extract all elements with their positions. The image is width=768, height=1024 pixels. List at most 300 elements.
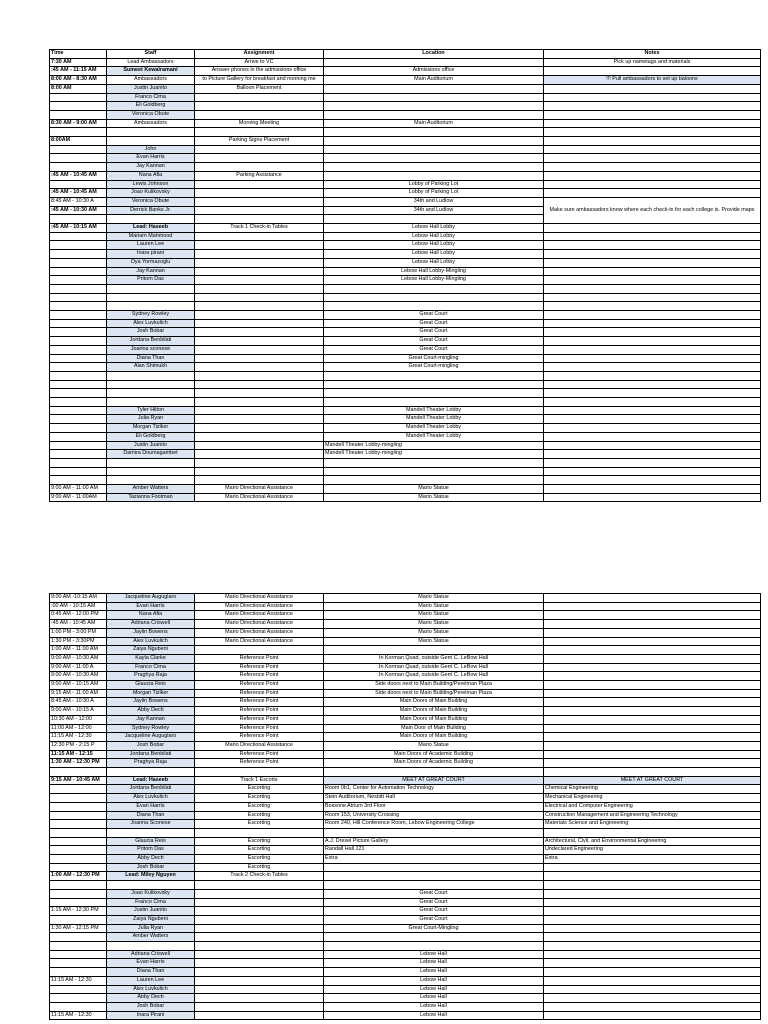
location-cell: Main Door of Main Building: [324, 724, 544, 733]
table-row: [50, 258, 761, 267]
notes-cell: [544, 458, 761, 467]
location-cell: [324, 389, 544, 398]
staff-cell: [107, 768, 195, 777]
assignment-cell: Escorting: [195, 855, 324, 864]
staff-cell: Alex Luvkulich: [107, 985, 195, 994]
assignment-cell: Mario Directional Assistance: [195, 628, 324, 637]
location-cell: Main Doors of Main Building: [324, 698, 544, 707]
assignment-cell: [195, 345, 324, 354]
notes-cell: [544, 406, 761, 415]
staff-cell: Tyler Hilton: [107, 406, 195, 415]
location-cell: Main Doors of Main Building: [324, 733, 544, 742]
time-cell: [50, 889, 107, 898]
notes-cell: [544, 363, 761, 372]
table-row: [50, 484, 761, 493]
location-cell: [324, 768, 544, 777]
table-row: [50, 602, 761, 611]
location-cell: [324, 163, 544, 172]
table-row: [50, 406, 761, 415]
location-cell: Mario Statue: [324, 594, 544, 603]
notes-cell: [544, 476, 761, 485]
location-cell: Great Court: [324, 319, 544, 328]
time-cell: [50, 406, 107, 415]
time-cell: [50, 389, 107, 398]
table-row: [50, 1002, 761, 1011]
table-row: [50, 985, 761, 994]
staff-cell: [107, 371, 195, 380]
assignment-cell: [195, 432, 324, 441]
location-cell: Lebow Hall: [324, 994, 544, 1003]
table-row: [50, 820, 761, 829]
staff-cell: Sydney Rowley: [107, 724, 195, 733]
location-cell: Mario Statue: [324, 493, 544, 502]
table-row: [50, 863, 761, 872]
staff-cell: Franco Cima: [107, 663, 195, 672]
time-cell: [50, 933, 107, 942]
table-row: [50, 750, 761, 759]
time-cell: :45 AM - 11:15 AM: [50, 67, 107, 76]
location-cell: Main Doors of Academic Building: [324, 759, 544, 768]
assignment-cell: [195, 154, 324, 163]
notes-cell: [544, 768, 761, 777]
staff-cell: Eli Goldberg: [107, 102, 195, 111]
time-cell: 7:30 AM: [50, 58, 107, 67]
table-row: [50, 611, 761, 620]
notes-cell: [544, 441, 761, 450]
assignment-cell: Reference Point: [195, 672, 324, 681]
assignment-cell: [195, 337, 324, 346]
time-cell: [50, 250, 107, 259]
time-cell: 9:00 AM - 11:00 AM: [50, 484, 107, 493]
table-row: [50, 994, 761, 1003]
location-cell: Location: [324, 50, 544, 59]
notes-cell: [544, 145, 761, 154]
notes-cell: [544, 715, 761, 724]
table-row: [50, 663, 761, 672]
table-row: [50, 284, 761, 293]
assignment-cell: Reference Point: [195, 654, 324, 663]
table-row: [50, 241, 761, 250]
staff-cell: Ambassadors: [107, 76, 195, 85]
table-row: [50, 950, 761, 959]
location-cell: Main Auditorium: [324, 76, 544, 85]
notes-cell: [544, 284, 761, 293]
time-cell: [50, 215, 107, 224]
table-row: [50, 759, 761, 768]
staff-cell: Lauren Lee: [107, 241, 195, 250]
notes-cell: [544, 646, 761, 655]
notes-cell: [544, 898, 761, 907]
time-cell: :45 AM - 10:45 AM: [50, 620, 107, 629]
location-cell: Great Court: [324, 345, 544, 354]
table-row: [50, 311, 761, 320]
table-row: [50, 102, 761, 111]
notes-cell: [544, 620, 761, 629]
time-cell: 8:45 AM - 10:30 A: [50, 197, 107, 206]
staff-cell: Glaucia Reis: [107, 681, 195, 690]
notes-cell: [544, 319, 761, 328]
assignment-cell: Mario Directional Assistance: [195, 620, 324, 629]
time-cell: [50, 1002, 107, 1011]
staff-cell: Nana Afia: [107, 171, 195, 180]
location-cell: Lebow Hall Lobby-Mingling: [324, 276, 544, 285]
notes-cell: [544, 180, 761, 189]
location-cell: [324, 371, 544, 380]
notes-cell: [544, 389, 761, 398]
assignment-cell: [195, 441, 324, 450]
table-row: [50, 76, 761, 85]
table-row: [50, 1011, 761, 1020]
notes-cell: [544, 84, 761, 93]
location-cell: Main Doors of Academic Building: [324, 750, 544, 759]
staff-cell: [107, 302, 195, 311]
time-cell: :00 AM - 10:15 AM: [50, 602, 107, 611]
staff-cell: Lead: Miley Nguyen: [107, 872, 195, 881]
time-cell: 8:00 AM - 8:30 AM: [50, 76, 107, 85]
assignment-cell: [195, 110, 324, 119]
time-cell: [50, 785, 107, 794]
staff-cell: Adriana Criswell: [107, 950, 195, 959]
staff-cell: Lauren Lee: [107, 976, 195, 985]
staff-cell: Lewis Johnson: [107, 180, 195, 189]
table-row: [50, 441, 761, 450]
location-cell: [324, 137, 544, 146]
staff-cell: Adriana Criswell: [107, 620, 195, 629]
location-cell: Room 240, Hill Conference Room, Lebow Engineering College: [324, 820, 544, 829]
notes-cell: [544, 881, 761, 890]
time-cell: [50, 293, 107, 302]
table-row: [50, 837, 761, 846]
location-cell: Mario Statue: [324, 602, 544, 611]
assignment-cell: to Picture Gallery for breakfast and morning me: [195, 76, 324, 85]
location-cell: [324, 398, 544, 407]
staff-cell: Josh Bobar: [107, 741, 195, 750]
location-cell: Side doors next to Main Building/Perelman Plaza: [324, 681, 544, 690]
table-row: [50, 715, 761, 724]
time-cell: [50, 232, 107, 241]
table-row: [50, 67, 761, 76]
notes-cell: [544, 724, 761, 733]
assignment-cell: [195, 197, 324, 206]
staff-cell: Kayla Clarke: [107, 654, 195, 663]
staff-cell: Julia Ryan: [107, 924, 195, 933]
time-cell: [50, 180, 107, 189]
table-row: [50, 128, 761, 137]
staff-cell: [107, 128, 195, 137]
staff-cell: [107, 293, 195, 302]
assignment-cell: [195, 189, 324, 198]
table-row: [50, 855, 761, 864]
notes-cell: [544, 224, 761, 233]
table-row: [50, 415, 761, 424]
location-cell: Main Doors of Main Building: [324, 715, 544, 724]
location-cell: Room 153, University Crossing: [324, 811, 544, 820]
assignment-cell: [195, 180, 324, 189]
table-row: [50, 741, 761, 750]
staff-cell: Jaylin Bowens: [107, 628, 195, 637]
table-row: [50, 145, 761, 154]
notes-cell: [544, 137, 761, 146]
location-cell: Mario Statue: [324, 484, 544, 493]
staff-cell: [107, 476, 195, 485]
assignment-cell: Morning Meeting: [195, 119, 324, 128]
notes-cell: [544, 994, 761, 1003]
notes-cell: [544, 950, 761, 959]
assignment-cell: Mario Directional Assistance: [195, 741, 324, 750]
table-row: [50, 110, 761, 119]
staff-cell: [107, 942, 195, 951]
staff-cell: Amber Watters: [107, 484, 195, 493]
staff-cell: Glaucia Reis: [107, 837, 195, 846]
assignment-cell: Reference Point: [195, 698, 324, 707]
table-row: [50, 154, 761, 163]
table-row: [50, 119, 761, 128]
assignment-cell: Parking Signs Placement: [195, 137, 324, 146]
notes-cell: [544, 424, 761, 433]
location-cell: Great Court-mingling: [324, 354, 544, 363]
time-cell: 8:30 AM - 9:00 AM: [50, 119, 107, 128]
location-cell: Lebow Hall: [324, 1011, 544, 1020]
staff-cell: Diana Than: [107, 811, 195, 820]
assignment-cell: Arrive to VC: [195, 58, 324, 67]
staff-cell: John: [107, 145, 195, 154]
staff-cell: Alex Luvkulich: [107, 794, 195, 803]
time-cell: 8:00AM: [50, 137, 107, 146]
assignment-cell: [195, 328, 324, 337]
notes-cell: Materials Science and Engineering: [544, 820, 761, 829]
staff-cell: Jay Kannan: [107, 267, 195, 276]
location-cell: [324, 380, 544, 389]
staff-cell: [107, 380, 195, 389]
time-cell: 9:00 AM - 11:00 A: [50, 663, 107, 672]
assignment-cell: [195, 284, 324, 293]
table-row: [50, 846, 761, 855]
location-cell: [324, 933, 544, 942]
assignment-cell: Escorting: [195, 802, 324, 811]
location-cell: Great Court: [324, 311, 544, 320]
assignment-cell: Reference Point: [195, 724, 324, 733]
assignment-cell: [195, 293, 324, 302]
staff-cell: Praghya Raja: [107, 759, 195, 768]
assignment-cell: Mario Directional Assistance: [195, 484, 324, 493]
assignment-cell: [195, 950, 324, 959]
notes-cell: [544, 415, 761, 424]
notes-cell: [544, 110, 761, 119]
location-cell: A.J. Drexel Picture Gallery: [324, 837, 544, 846]
time-cell: [50, 802, 107, 811]
assignment-cell: [195, 311, 324, 320]
time-cell: [50, 319, 107, 328]
time-cell: [50, 311, 107, 320]
notes-cell: [544, 398, 761, 407]
staff-cell: Veronica Obute: [107, 110, 195, 119]
time-cell: [50, 380, 107, 389]
staff-cell: [107, 458, 195, 467]
location-cell: [324, 102, 544, 111]
time-cell: 0:45 AM - 12:00 PM: [50, 611, 107, 620]
assignment-cell: [195, 768, 324, 777]
time-cell: 1:30 PM - 3:30PM: [50, 637, 107, 646]
time-cell: [50, 102, 107, 111]
location-cell: Mario Statue: [324, 611, 544, 620]
notes-cell: [544, 163, 761, 172]
notes-cell: Extra: [544, 855, 761, 864]
staff-cell: Damira Doumagambet: [107, 450, 195, 459]
location-cell: [324, 58, 544, 67]
staff-cell: Nana Afia: [107, 611, 195, 620]
assignment-cell: [195, 889, 324, 898]
notes-cell: [544, 293, 761, 302]
notes-cell: [544, 863, 761, 872]
table-row: [50, 84, 761, 93]
time-cell: [50, 432, 107, 441]
staff-cell: Tazianna Footman: [107, 493, 195, 502]
location-cell: Mandell Theater Lobby-mingling: [324, 441, 544, 450]
time-cell: [50, 302, 107, 311]
assignment-cell: [195, 215, 324, 224]
assignment-cell: Reference Point: [195, 750, 324, 759]
notes-cell: [544, 276, 761, 285]
notes-cell: [544, 67, 761, 76]
staff-cell: Oya Yormazoglu: [107, 258, 195, 267]
staff-cell: Inara pirani: [107, 250, 195, 259]
time-cell: [50, 811, 107, 820]
assignment-cell: Mario Directional Assistance: [195, 594, 324, 603]
time-cell: [50, 93, 107, 102]
location-cell: Great Court: [324, 328, 544, 337]
time-cell: [50, 163, 107, 172]
location-cell: Main Doors of Main Building: [324, 707, 544, 716]
assignment-cell: Mario Directional Assistance: [195, 611, 324, 620]
assignment-cell: [195, 959, 324, 968]
staff-cell: Staff: [107, 50, 195, 59]
staff-cell: Jay Kannan: [107, 163, 195, 172]
location-cell: Extra: [324, 855, 544, 864]
notes-cell: [544, 707, 761, 716]
notes-cell: [544, 594, 761, 603]
location-cell: Stein Auditorium, Nesbitt Hall: [324, 794, 544, 803]
time-cell: [50, 328, 107, 337]
location-cell: Lebow Hall: [324, 959, 544, 968]
assignment-cell: [195, 371, 324, 380]
time-cell: 9:00 AM - 10:30 AM: [50, 672, 107, 681]
time-cell: 9:15 AM - 10:45 AM: [50, 776, 107, 785]
assignment-cell: Reference Point: [195, 681, 324, 690]
assignment-cell: Mario Directional Assistance: [195, 637, 324, 646]
notes-cell: [544, 302, 761, 311]
location-cell: [324, 872, 544, 881]
time-cell: [50, 863, 107, 872]
assignment-cell: Reference Point: [195, 715, 324, 724]
assignment-cell: [195, 424, 324, 433]
staff-cell: Jay Kannan: [107, 715, 195, 724]
assignment-cell: [195, 450, 324, 459]
table-row: [50, 432, 761, 441]
assignment-cell: [195, 406, 324, 415]
assignment-cell: Reference Point: [195, 663, 324, 672]
notes-cell: [544, 672, 761, 681]
time-cell: :45 AM - 10:45 AM: [50, 189, 107, 198]
staff-cell: Alex Luvkulich: [107, 637, 195, 646]
time-cell: [50, 915, 107, 924]
table-row: [50, 424, 761, 433]
time-cell: [50, 942, 107, 951]
staff-cell: Josh Bobar: [107, 1002, 195, 1011]
table-row: [50, 458, 761, 467]
assignment-cell: [195, 206, 324, 215]
staff-cell: Jordana Benbilati: [107, 750, 195, 759]
table-row: [50, 319, 761, 328]
location-cell: In Korman Quad, outside Gerri C. LeBow Hall: [324, 654, 544, 663]
table-row: [50, 672, 761, 681]
staff-cell: Pritom Das: [107, 846, 195, 855]
table-row: [50, 881, 761, 890]
notes-cell: Construction Management and Engineering Technology: [544, 811, 761, 820]
assignment-cell: Escorting: [195, 837, 324, 846]
time-cell: [50, 881, 107, 890]
location-cell: Lobby of Parking Lot: [324, 189, 544, 198]
notes-cell: [544, 741, 761, 750]
time-cell: [50, 398, 107, 407]
table-row: [50, 58, 761, 67]
notes-cell: [544, 493, 761, 502]
staff-cell: Jacqueline Auguglaro: [107, 733, 195, 742]
notes-cell: [544, 1011, 761, 1020]
location-cell: [324, 293, 544, 302]
staff-cell: [107, 398, 195, 407]
time-cell: 8:00 AM: [50, 84, 107, 93]
table-row: [50, 197, 761, 206]
location-cell: Room 0b1, Center for Automation Technology: [324, 785, 544, 794]
notes-cell: Undeclared Engineering: [544, 846, 761, 855]
table-row: [50, 794, 761, 803]
assignment-cell: [195, 476, 324, 485]
notes-cell: [544, 154, 761, 163]
assignment-cell: [195, 898, 324, 907]
staff-cell: Zaiya Ngubeni: [107, 915, 195, 924]
time-cell: 1:30 AM - 12:30 PM: [50, 759, 107, 768]
notes-cell: [544, 933, 761, 942]
table-row: [50, 776, 761, 785]
location-cell: [324, 154, 544, 163]
location-cell: [324, 128, 544, 137]
table-row: [50, 398, 761, 407]
time-cell: [50, 154, 107, 163]
location-cell: [324, 458, 544, 467]
table-row: [50, 942, 761, 951]
time-cell: [50, 337, 107, 346]
time-cell: [50, 968, 107, 977]
assignment-cell: [195, 102, 324, 111]
assignment-cell: [195, 354, 324, 363]
assignment-cell: Escorting: [195, 863, 324, 872]
time-cell: [50, 110, 107, 119]
location-cell: Lebow Hall Lobby: [324, 232, 544, 241]
assignment-cell: [195, 994, 324, 1003]
location-cell: [324, 863, 544, 872]
time-cell: [50, 258, 107, 267]
schedule-table-top: [49, 49, 761, 502]
table-row: [50, 689, 761, 698]
time-cell: [50, 820, 107, 829]
time-cell: :45 AM - 10:15 AM: [50, 224, 107, 233]
assignment-cell: [195, 1011, 324, 1020]
notes-cell: [544, 611, 761, 620]
assignment-cell: [195, 302, 324, 311]
time-cell: 1:15 AM - 12:30 PM: [50, 907, 107, 916]
location-cell: Mario Statue: [324, 741, 544, 750]
location-cell: Lebow Hall Lobby: [324, 241, 544, 250]
